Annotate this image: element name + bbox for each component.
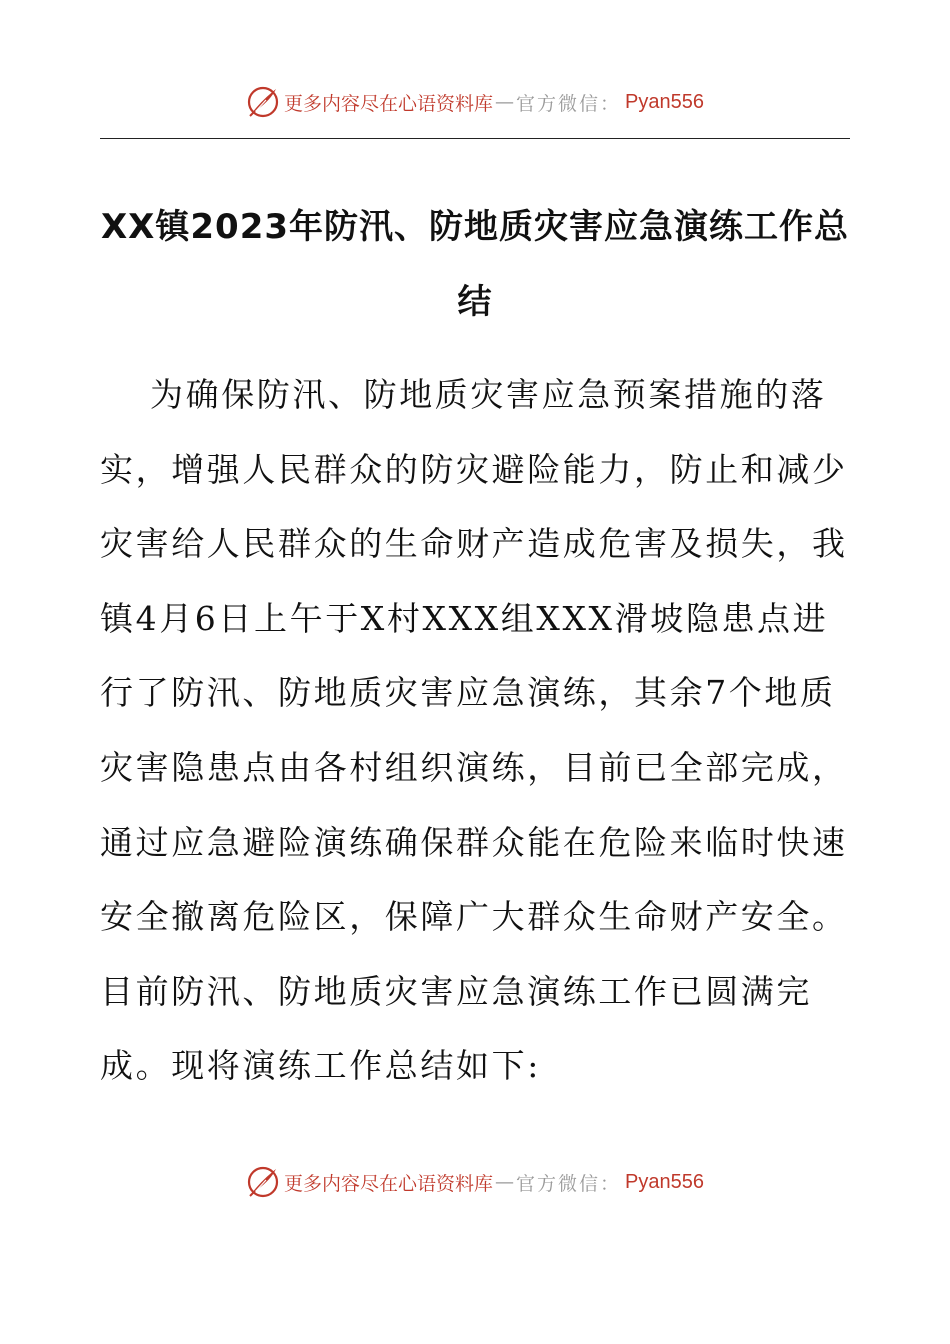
banner-separator: — xyxy=(495,91,515,113)
banner-separator: — xyxy=(495,1171,515,1193)
quill-pen-logo-icon xyxy=(246,1165,280,1199)
header-banner xyxy=(0,82,950,122)
banner-official-label: 官方微信： xyxy=(516,1172,622,1195)
footer-banner xyxy=(0,1162,950,1202)
banner-wechat-id: Pyan556 xyxy=(625,1170,704,1193)
document-title: XX镇2023年防汛、防地质灾害应急演练工作总结 xyxy=(100,207,850,322)
banner-official-label: 官方微信： xyxy=(516,92,622,115)
banner-brand-text: 更多内容尽在心语资料库 xyxy=(284,1172,494,1195)
quill-pen-logo-icon xyxy=(246,85,280,119)
banner-brand-text: 更多内容尽在心语资料库 xyxy=(284,92,494,115)
banner-wechat-id: Pyan556 xyxy=(625,90,704,113)
header-divider xyxy=(100,138,850,139)
document-paragraph: 为确保防汛、防地质灾害应急预案措施的落实，增强人民群众的防灾避险能力，防止和减少灾害给人民群众的生命财产造成危害及损失，我镇4月6日上午于X村XXX组XXX滑坡隐患点进行了防汛、防地质灾害应急演练，其余7个地质灾害隐患点由各村组织演练，目前已全部完成，通过应急避险演练确保群众能在危险来临时快速安全撤离危险区，保障广大群众生命财产安全。目前防汛、防地质灾害应急演练工作已圆满完成。现将演练工作总结如下: xyxy=(100,375,848,1086)
